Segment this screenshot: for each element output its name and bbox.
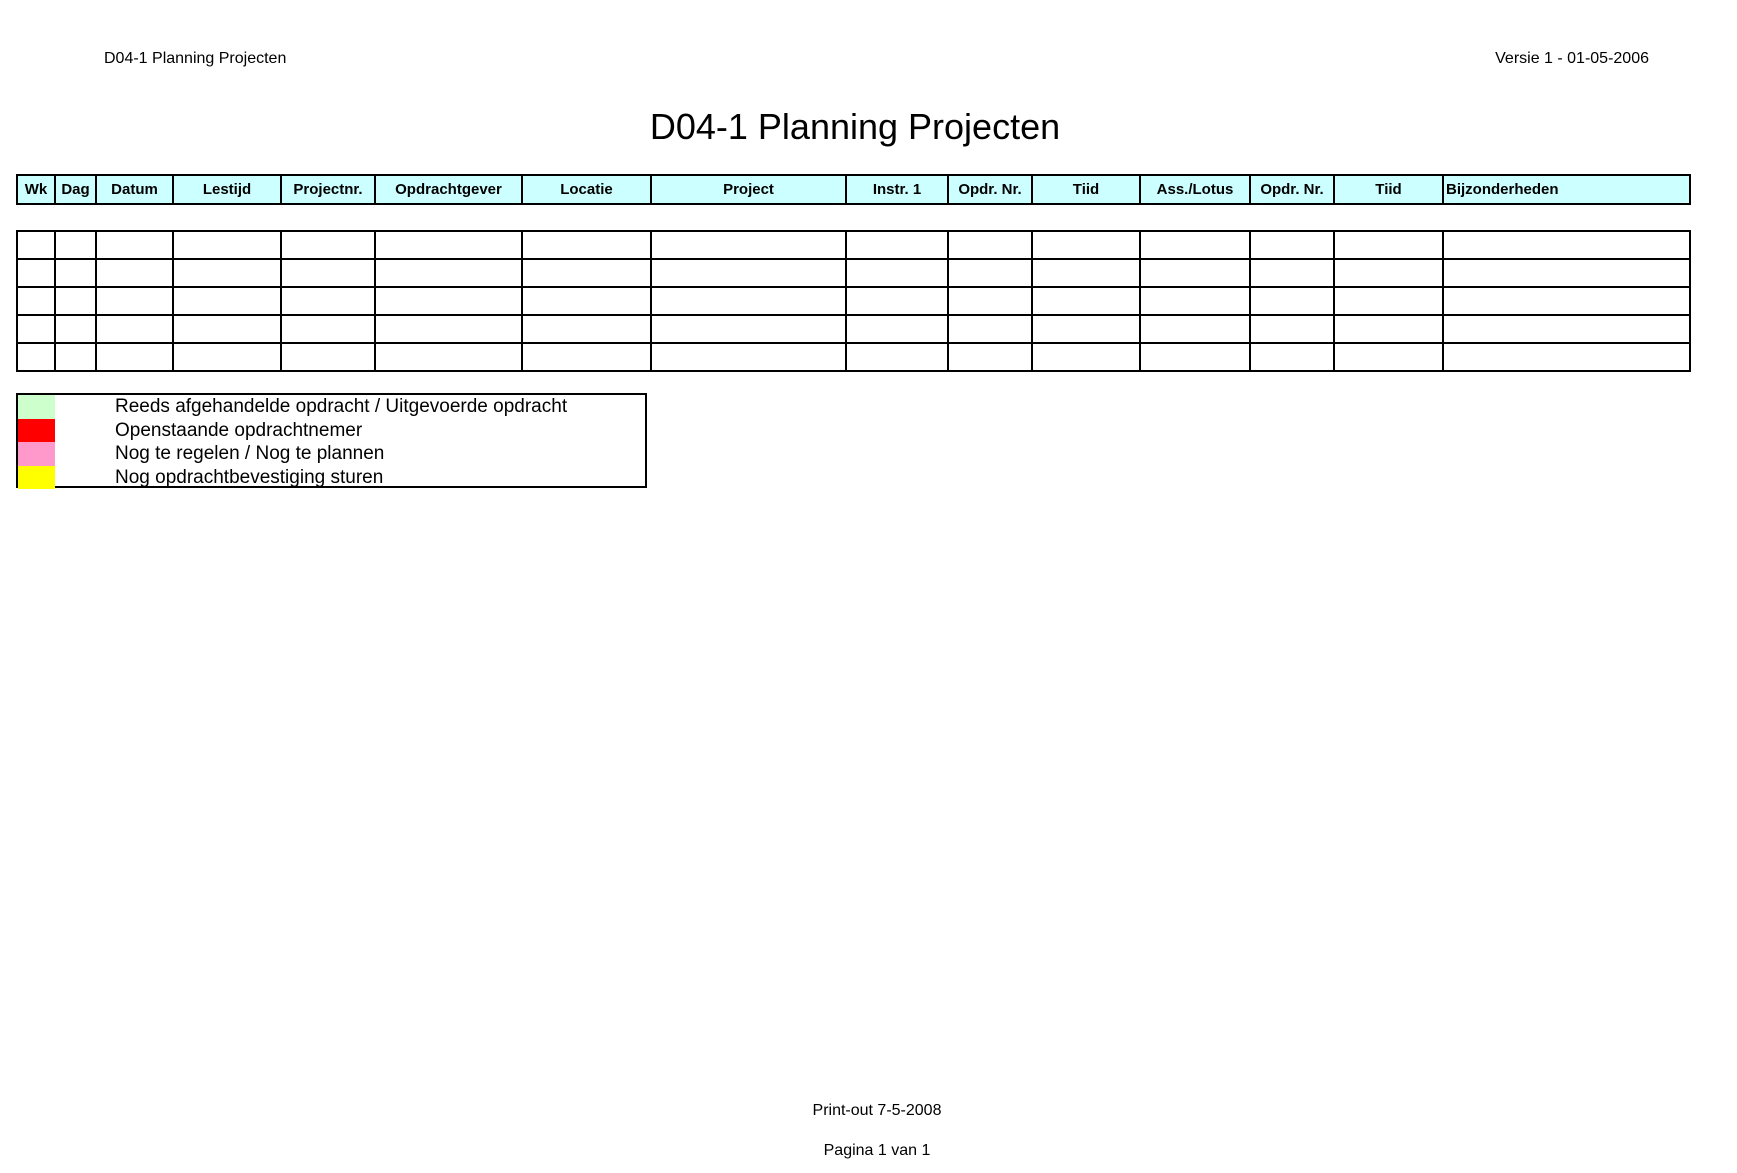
table-row [17,231,1690,259]
table-cell[interactable] [1443,231,1690,259]
table-cell[interactable] [846,287,948,315]
printout-date: Print-out 7-5-2008 [812,1102,942,1119]
table-row [17,259,1690,287]
table-cell[interactable] [846,259,948,287]
table-cell[interactable] [1140,231,1250,259]
legend-label: Reeds afgehandelde opdracht / Uitgevoerde opdracht [115,396,568,418]
legend-label: Nog opdrachtbevestiging sturen [115,466,384,488]
table-cell[interactable] [1140,343,1250,371]
column-header: Instr. 1 [846,175,948,204]
column-header: Dag [55,175,96,204]
table-cell[interactable] [96,315,173,343]
table-cell[interactable] [651,315,846,343]
planning-table-header [16,174,1691,205]
legend-color-swatch [18,395,55,419]
table-cell[interactable] [948,343,1032,371]
table-cell[interactable] [1140,287,1250,315]
table-cell[interactable] [173,259,281,287]
table-cell[interactable] [846,231,948,259]
column-header: Project [651,175,846,204]
column-header: Opdr. Nr. [1250,175,1334,204]
table-cell[interactable] [651,259,846,287]
table-cell[interactable] [948,287,1032,315]
table-cell[interactable] [375,231,522,259]
table-cell[interactable] [1032,287,1140,315]
table-cell[interactable] [1334,287,1443,315]
legend-color-swatch [18,442,55,466]
table-cell[interactable] [522,231,651,259]
table-cell[interactable] [281,259,375,287]
legend-item [18,466,645,490]
table-cell[interactable] [55,259,96,287]
legend-label: Openstaande opdrachtnemer [115,419,363,441]
table-cell[interactable] [55,343,96,371]
table-cell[interactable] [173,287,281,315]
table-cell[interactable] [1334,315,1443,343]
table-cell[interactable] [55,231,96,259]
table-row [17,315,1690,343]
table-cell[interactable] [96,287,173,315]
column-header: Projectnr. [281,175,375,204]
table-cell[interactable] [96,343,173,371]
table-cell[interactable] [17,315,55,343]
table-cell[interactable] [1032,315,1140,343]
table-cell[interactable] [1032,259,1140,287]
legend-item [18,442,645,466]
table-cell[interactable] [1334,343,1443,371]
table-cell[interactable] [17,343,55,371]
table-cell[interactable] [375,287,522,315]
table-cell[interactable] [1032,343,1140,371]
table-cell[interactable] [96,259,173,287]
header-version: Versie 1 - 01-05-2006 [1495,50,1649,67]
column-header: Bijzonderheden [1443,175,1690,204]
table-cell[interactable] [1250,343,1334,371]
table-cell[interactable] [948,259,1032,287]
table-cell[interactable] [1250,315,1334,343]
table-cell[interactable] [17,259,55,287]
table-cell[interactable] [375,259,522,287]
table-cell[interactable] [1443,259,1690,287]
table-header-row [17,175,1690,204]
table-cell[interactable] [1032,231,1140,259]
legend-color-swatch [18,419,55,443]
planning-table-body [16,230,1691,372]
table-cell[interactable] [1334,231,1443,259]
table-cell[interactable] [1140,315,1250,343]
column-header: Opdr. Nr. [948,175,1032,204]
column-header: Datum [96,175,173,204]
table-cell[interactable] [173,315,281,343]
table-cell[interactable] [1334,259,1443,287]
table-cell[interactable] [846,343,948,371]
legend-label: Nog te regelen / Nog te plannen [115,443,385,465]
table-cell[interactable] [281,287,375,315]
table-cell[interactable] [55,287,96,315]
table-cell[interactable] [1250,231,1334,259]
table-cell[interactable] [1443,315,1690,343]
page-title: D04-1 Planning Projecten [649,106,1061,147]
column-header: Lestijd [173,175,281,204]
column-header: Tiid [1334,175,1443,204]
column-header: Opdrachtgever [375,175,522,204]
table-cell[interactable] [522,287,651,315]
table-cell[interactable] [281,315,375,343]
table-cell[interactable] [846,315,948,343]
table-cell[interactable] [651,343,846,371]
legend-item [18,395,645,419]
table-cell[interactable] [17,287,55,315]
table-cell[interactable] [281,231,375,259]
table-cell[interactable] [522,259,651,287]
table-cell[interactable] [281,343,375,371]
color-legend [16,393,647,488]
table-cell[interactable] [1443,343,1690,371]
table-cell[interactable] [522,343,651,371]
column-header: Wk [17,175,55,204]
column-header: Tiid [1032,175,1140,204]
table-cell[interactable] [948,315,1032,343]
table-cell[interactable] [375,315,522,343]
table-cell[interactable] [1250,287,1334,315]
table-cell[interactable] [55,315,96,343]
header-document-code: D04-1 Planning Projecten [104,50,287,67]
page-number: Pagina 1 van 1 [823,1142,931,1159]
legend-color-swatch [18,466,55,490]
table-cell[interactable] [375,343,522,371]
table-cell[interactable] [17,231,55,259]
legend-item [18,419,645,443]
table-cell[interactable] [1250,259,1334,287]
table-cell[interactable] [522,315,651,343]
column-header: Locatie [522,175,651,204]
column-header: Ass./Lotus [1140,175,1250,204]
table-cell[interactable] [96,231,173,259]
table-cell[interactable] [1140,259,1250,287]
table-cell[interactable] [173,343,281,371]
table-cell[interactable] [651,287,846,315]
table-row [17,343,1690,371]
table-cell[interactable] [651,231,846,259]
table-row [17,287,1690,315]
table-cell[interactable] [948,231,1032,259]
table-cell[interactable] [173,231,281,259]
table-cell[interactable] [1443,287,1690,315]
